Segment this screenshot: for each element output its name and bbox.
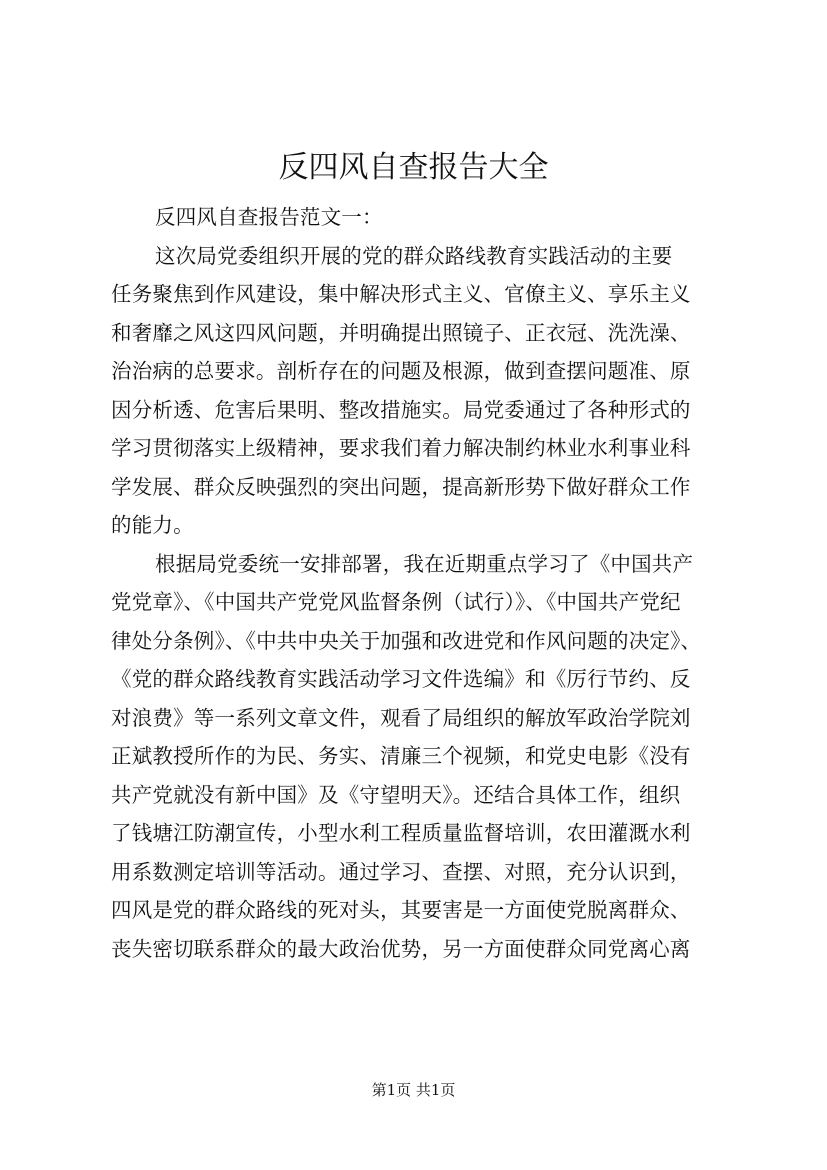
text-line: 了钱塘江防潮宣传，小型水利工程质量监督培训，农田灌溉水利 [111, 821, 691, 845]
text-line: 学发展、群众反映强烈的突出问题，提高新形势下做好群众工作 [111, 474, 691, 499]
text-line: 党党章》、《中国共产党党风监督条例（试行）》、《中国共产党纪 [111, 590, 681, 614]
text-line: 这次局党委组织开展的党的群众路线教育实践活动的主要 [155, 243, 673, 268]
text-line: 四风是党的群众路线的死对头，其要害是一方面使党脱离群众、 [111, 898, 691, 922]
text-line: 用系数测定培训等活动。通过学习、查摆、对照，充分认识到， [111, 859, 691, 884]
text-line: 对浪费》等一系列文章文件，观看了局组织的解放军政治学院刘 [111, 705, 691, 730]
text-line: 共产党就没有新中国》及《守望明天》。还结合具体工作，组织 [111, 782, 681, 807]
text-line: 《党的群众路线教育实践活动学习文件选编》和《厉行节约、反 [111, 667, 691, 691]
text-line: 学习贯彻落实上级精神，要求我们着力解决制约林业水利事业科 [111, 436, 691, 460]
document-title: 反四风自查报告大全 [278, 150, 549, 185]
text-line: 丧失密切联系群众的最大政治优势，另一方面使群众同党离心离 [111, 936, 691, 961]
text-line: 正斌教授所作的为民、务实、清廉三个视频，和党史电影《没有 [111, 744, 691, 768]
text-line: 的能力。 [111, 513, 194, 537]
text-line: 律处分条例》、《中共中央关于加强和改进党和作风问题的决定》、 [111, 628, 702, 653]
text-line: 反四风自查报告范文一： [155, 205, 383, 229]
text-line: 和奢靡之风这四风问题，并明确提出照镜子、正衣冠、洗洗澡、 [111, 320, 691, 345]
text-line: 任务聚焦到作风建设，集中解决形式主义、官僚主义、享乐主义 [111, 282, 691, 306]
text-line: 根据局党委统一安排部署，我在近期重点学习了《中国共产 [155, 551, 694, 576]
document-body [111, 198, 771, 968]
text-line: 因分析透、危害后果明、整改措施实。局党委通过了各种形式的 [111, 397, 691, 422]
text-line: 治治病的总要求。剖析存在的问题及根源，做到查摆问题准、原 [111, 359, 691, 383]
page-footer: 第1页 共1页 [371, 1081, 456, 1099]
